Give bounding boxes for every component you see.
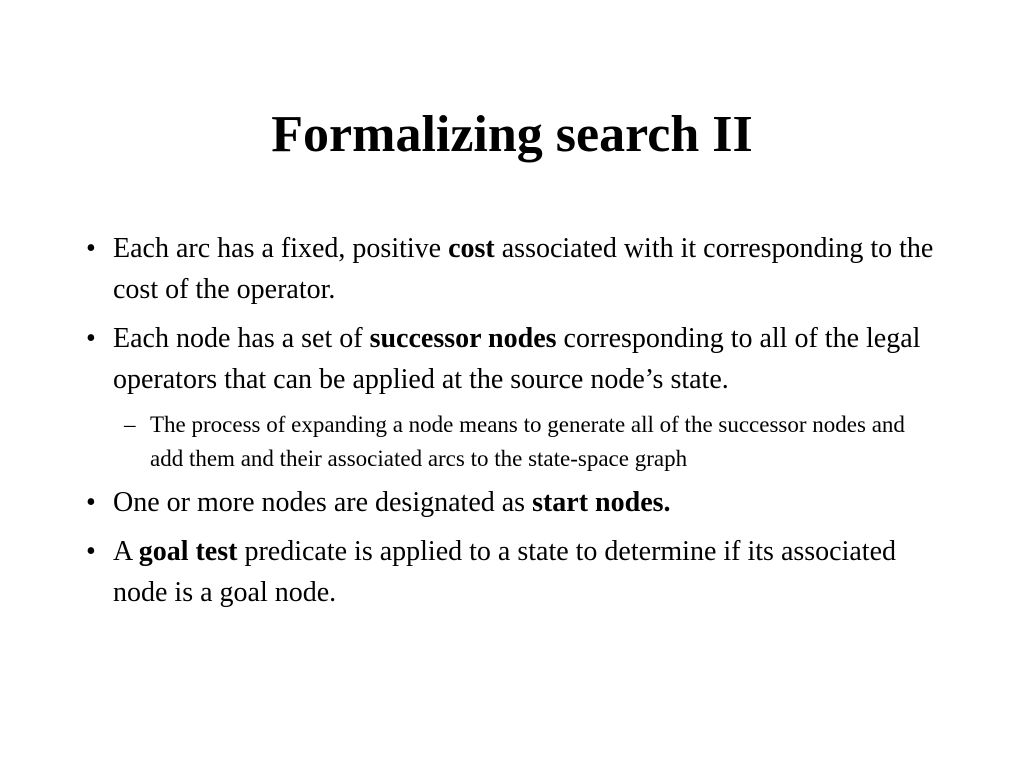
bullet-icon: • xyxy=(86,233,96,264)
bullet-text: One or more nodes are designated as xyxy=(113,487,533,518)
bold-term: goal test xyxy=(138,536,238,567)
bullet-icon: • xyxy=(86,323,96,354)
bold-term: successor nodes xyxy=(369,323,557,354)
bullet-text: A xyxy=(113,536,139,567)
bullet-item xyxy=(86,318,946,400)
bullet-item xyxy=(86,531,946,613)
bold-term: cost xyxy=(448,233,495,264)
bullet-item xyxy=(86,482,946,523)
sub-bullet-text: The process of expanding a node means to generate all of the successor nodes and add them and their associated arcs to the state-space graph xyxy=(150,412,905,471)
bullet-text: associated with it corresponding to the cost of the operator. xyxy=(113,233,934,305)
bullet-item xyxy=(86,228,946,310)
sub-bullet-item xyxy=(124,408,930,476)
bullet-text: corresponding to all of the legal operators that can be applied at the source node’s state. xyxy=(113,323,921,395)
bullet-text: predicate is applied to a state to determine if its associated node is a goal node. xyxy=(113,536,896,608)
bold-term: start nodes. xyxy=(532,487,671,518)
bullet-text: Each node has a set of xyxy=(113,323,370,354)
bullet-icon: • xyxy=(86,536,96,567)
bullet-icon: • xyxy=(86,487,96,518)
bullet-text: Each arc has a fixed, positive xyxy=(113,233,449,264)
slide-title: Formalizing search II xyxy=(271,106,753,163)
dash-icon: – xyxy=(124,412,136,437)
bullet-list xyxy=(86,228,946,621)
